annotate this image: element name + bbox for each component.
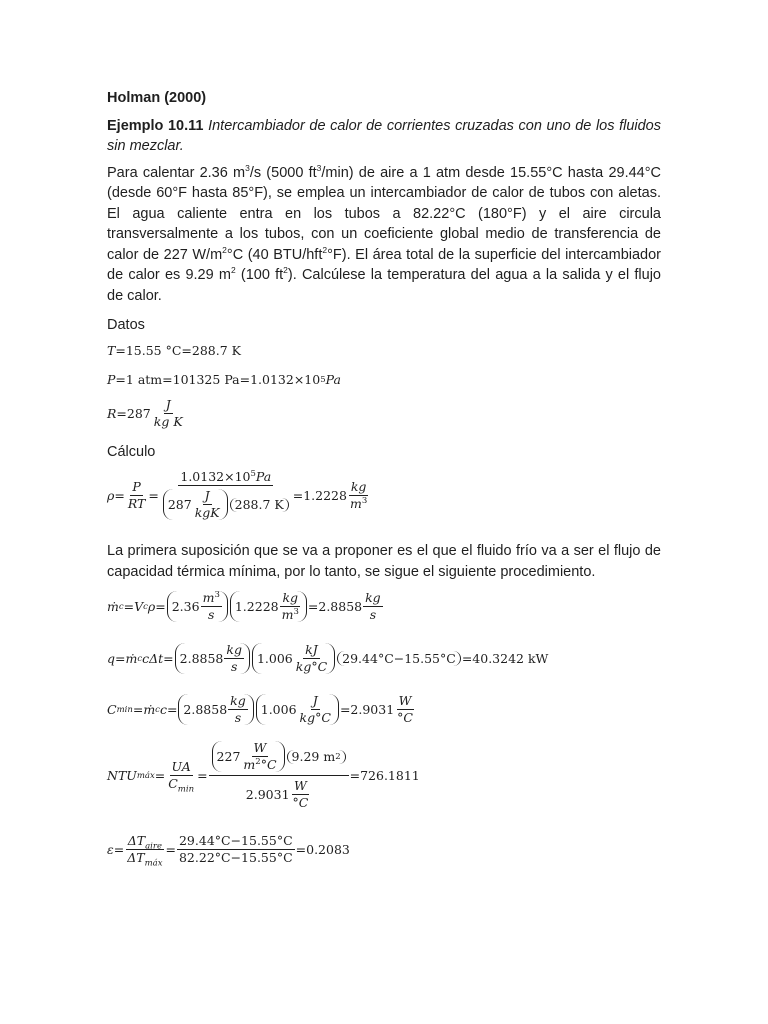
frac-den [244, 776, 314, 810]
frac-den: RT [127, 495, 146, 511]
frac-den: kgK [194, 505, 220, 520]
eq-rhs: =1 atm=101325 Pa=1.0132×10 [115, 372, 321, 387]
equation-effectiveness [107, 833, 350, 869]
eq-lhs: T [107, 343, 116, 358]
frac-num: W [294, 778, 307, 793]
eq-sign: = [154, 768, 166, 783]
frac-num: J [204, 488, 210, 503]
value: 2.9031 [245, 786, 290, 802]
statement-part: ). Calcúlese la temperatura del agua a la salida y el flujo de calor. [107, 267, 661, 304]
superscript: 2 [230, 265, 236, 276]
fraction [177, 834, 295, 865]
frac-num: kg [226, 642, 242, 657]
fraction [280, 591, 301, 622]
frac-num: kg [230, 693, 246, 708]
eq-unit: Pa [325, 372, 341, 387]
eq-lhs: q=ṁ [107, 651, 138, 666]
fraction [294, 643, 329, 674]
value: 2.36 [171, 599, 200, 614]
frac-den: °C [397, 710, 413, 725]
den-var: C [168, 776, 178, 791]
num-unit: Pa [255, 469, 272, 484]
eq-value: =287 [116, 406, 151, 421]
frac-den: kg K [153, 414, 183, 429]
paren-group [167, 591, 228, 622]
value: 1.006 [256, 651, 293, 666]
exp: 3 [293, 606, 299, 617]
exp: 3 [214, 589, 220, 600]
paren-group: 9.29 m 2 [287, 750, 346, 764]
frac-num: J [165, 397, 171, 412]
example-title: Intercambiador de calor de corrientes cruzadas con uno de los fluidos sin mezclar. [107, 117, 661, 154]
frac-den: kg°C [299, 710, 331, 725]
document-body [107, 88, 661, 306]
eq-part: ρ= [147, 599, 166, 614]
example-heading [107, 116, 661, 157]
eq-part: c= [159, 702, 178, 717]
eq-lhs: ṁ [107, 599, 119, 614]
eq-part: cΔt= [142, 651, 174, 666]
fraction [152, 398, 185, 429]
unit: m [202, 590, 215, 605]
calculo-label: Cálculo [107, 444, 156, 460]
value: 29.44°C−15.55°C [342, 651, 456, 666]
fraction [228, 694, 248, 725]
frac-num: kg [350, 478, 367, 494]
fraction [125, 833, 164, 869]
eq-result: =726.1811 [349, 768, 420, 783]
equation-temperature [107, 343, 241, 358]
frac-den: °C [292, 795, 309, 810]
eq-sign: = [148, 487, 159, 503]
value: 2.8858 [179, 651, 224, 666]
paren-group [337, 651, 461, 666]
example-number: Ejemplo 10.11 [107, 117, 204, 134]
statement-part: (100 ft [235, 267, 284, 283]
eq-sign: = [114, 487, 125, 503]
paren-group [230, 591, 307, 622]
statement-part: /s (5000 ft [249, 164, 317, 181]
statement-part: °F). El área total de la superficie del intercambiador de calor es 9.29 m [107, 246, 661, 283]
statement-part: °C (40 BTU/hft [226, 246, 323, 263]
fraction [291, 779, 311, 810]
fraction [241, 741, 278, 772]
paren-group [252, 643, 335, 674]
value: 1.006 [260, 702, 297, 717]
frac-den [166, 776, 196, 795]
frac-num: P [132, 478, 141, 494]
fraction [166, 759, 196, 795]
fraction [224, 643, 244, 674]
assumption-paragraph: La primera suposición que se va a proponer es el que el fluido frío va a ser el flujo de capacidad térmica mínima, por lo tanto, se sigue el siguiente procedimiento. [107, 543, 661, 580]
frac-num [178, 470, 273, 486]
paren-group [163, 489, 228, 520]
frac-num: UA [171, 759, 191, 774]
eq-rhs: =15.55 °C=288.7 K [115, 343, 241, 358]
eq-result: =2.8858 [307, 599, 363, 614]
eq-result: =1.2228 [292, 487, 347, 503]
unit: m [281, 607, 294, 622]
frac-num: kg [282, 590, 299, 605]
paren-group [175, 643, 250, 674]
frac-num: W [253, 740, 267, 755]
eq-part: =V [123, 599, 144, 614]
frac-den [160, 486, 292, 520]
equation-mass-flow: ṁ c =V c ρ= 2.36 $\frac{m^3}{s}$ 1.2228 $\frac{kg}{m^3}$ =2.8858 $\frac{kg}{s}$ [107, 589, 381, 622]
eq-sign: = [165, 842, 176, 857]
datos-label: Datos [107, 317, 145, 333]
frac-den [280, 607, 301, 622]
eq-lhs: C [107, 702, 117, 717]
statement-part: Para calentar 2.36 m [107, 164, 246, 181]
frac-num [201, 591, 222, 607]
num-var: ΔT [127, 833, 146, 848]
equation-heat-flow: q=ṁ c cΔt= 2.8858 $\frac{kg}{s}$ 1.006 $\frac{kJ}{kg^\circ C}$ 29.44°C−15.55°C =40.3242 kW [107, 642, 549, 674]
equation-cmin: C min =ṁ c c= 2.8858 $\frac{kg}{s}$ 1.006 $\frac{J}{kg^\circ C}$ =2.9031 $\frac{W}{^\circ C}$ [107, 693, 413, 725]
eq-sign: = [197, 768, 208, 783]
superscript: 2 [283, 265, 288, 276]
frac-den: s [369, 607, 377, 622]
equation-gas-constant [107, 398, 186, 429]
num-exp: 5 [250, 468, 256, 479]
value: 2.8858 [183, 702, 228, 717]
frac-den [241, 757, 278, 772]
frac-num: 29.44°C−15.55°C [178, 833, 293, 848]
den-value: 288.7 K [234, 496, 284, 512]
eq-lhs: P [107, 372, 116, 387]
equation-ntu: NTU máx = $\frac{UA}{C_{min}}$ = 227 $\frac{W}{m^2^\circ C}$ 9.29 m 2 2.9031 $\frac{W}{^\circ C}$ =726.1811 [107, 740, 420, 810]
eq-result: =40.3242 kW [461, 651, 549, 666]
fraction [363, 591, 383, 622]
frac-den: kg°C [295, 659, 328, 674]
eq-part: =ṁ [132, 702, 156, 717]
frac-num: kg [365, 590, 381, 605]
eq-lhs: ρ [107, 487, 115, 503]
exp: 2 [255, 756, 261, 767]
problem-statement [107, 163, 661, 307]
value: 9.29 m [291, 748, 336, 764]
fraction [298, 694, 333, 725]
superscript: 2 [222, 244, 227, 255]
superscript: 3 [245, 162, 250, 173]
num-sub: aire [145, 841, 162, 852]
fraction [201, 591, 222, 622]
frac-den [125, 850, 164, 869]
paragraph-block [107, 541, 661, 582]
den-value: 287 [167, 496, 192, 512]
eq-result: =0.2083 [295, 842, 350, 857]
unit: m [243, 757, 256, 772]
eq-lhs: R [107, 406, 117, 421]
paren-group [212, 741, 285, 772]
eq-result: =2.9031 [339, 702, 395, 717]
fraction [348, 480, 369, 511]
paren-group [256, 694, 339, 725]
den-sub: máx [144, 858, 163, 869]
value: 227 [216, 748, 241, 764]
superscript: 3 [316, 162, 322, 173]
eq-lhs: ε [107, 842, 114, 857]
source-heading: Holman (2000) [107, 90, 207, 106]
frac-num: kJ [305, 642, 318, 657]
frac-den: s [234, 710, 242, 725]
equation-density [107, 470, 370, 520]
fraction [395, 694, 415, 725]
statement-part: /min) de aire a 1 atm desde 15.55°C hasta 29.44°C (desde 60°F hasta 85°F), se emplea un intercambiador de calor de tubos con aletas. El agua caliente entra en los tubos a 82.22°C (180°F) y el aire circula transversalmente a los tubos, con un coeficiente global medio de transferencia de calor de 227 W/m [107, 164, 661, 263]
fraction [193, 489, 222, 520]
den-unit: m [349, 495, 362, 511]
frac-den: s [208, 607, 215, 622]
den-var: ΔT [127, 850, 145, 865]
paren-group [230, 498, 289, 512]
superscript: 2 [322, 244, 328, 255]
den-sub: min [177, 784, 195, 795]
paren-group [178, 694, 253, 725]
frac-num: J [312, 693, 318, 708]
fraction-main [160, 470, 292, 520]
frac-den [348, 496, 369, 511]
frac-den: 82.22°C−15.55°C [178, 850, 293, 865]
frac-den: s [230, 659, 238, 674]
frac-num: W [398, 693, 412, 708]
eq-sign: = [113, 842, 125, 857]
equation-pressure: P =1 atm=101325 Pa=1.0132×10 5 Pa [107, 372, 341, 387]
eq-lhs: NTU [107, 768, 137, 783]
fraction [126, 480, 148, 511]
frac-num [126, 834, 164, 850]
value: 1.2228 [234, 599, 279, 614]
num-part: 1.0132×10 [180, 469, 251, 484]
fraction-main [209, 741, 349, 810]
frac-num [209, 741, 349, 776]
unit: °C [260, 757, 277, 772]
den-exp: 3 [361, 495, 368, 506]
